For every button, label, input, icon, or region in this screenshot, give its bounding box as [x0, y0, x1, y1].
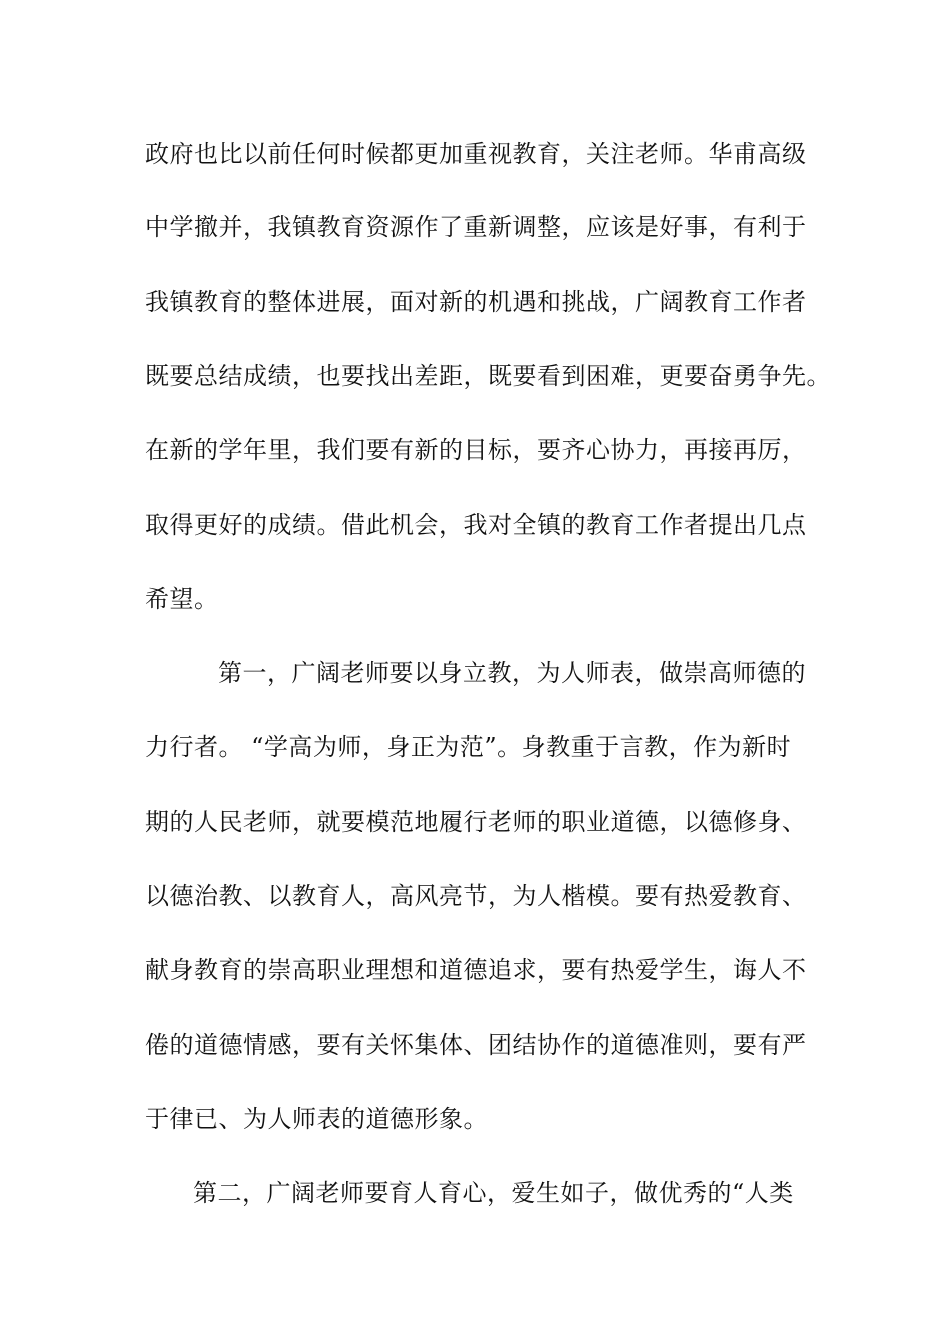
text-line: 倦的道德情感，要有关怀集体、团结协作的道德准则，要有严 [145, 1031, 807, 1059]
text-line: 在新的学年里，我们要有新的目标，要齐心协力，再接再厉， [145, 436, 807, 464]
text-line: 取得更好的成绩。借此机会，我对全镇的教育工作者提出几点 [145, 511, 807, 539]
text-line: 于律已、为人师表的道德形象。 [145, 1105, 488, 1133]
text-line: 政府也比以前任何时候都更加重视教育，关注老师。华甫高级 [145, 140, 807, 168]
paragraph-first-line: 第一，广阔老师要以身立教，为人师表，做崇高师德的 [218, 659, 806, 687]
text-line: 既要总结成绩，也要找出差距，既要看到困难，更要奋勇争先。 [145, 362, 831, 390]
text-line: 力行者。 “学高为师，身正为范”。身教重于言教，作为新时 [145, 733, 792, 761]
text-line: 期的人民老师，就要模范地履行老师的职业道德，以德修身、 [145, 808, 807, 836]
text-line: 中学撤并，我镇教育资源作了重新调整，应该是好事，有利于 [145, 213, 807, 241]
text-line: 希望。 [145, 585, 219, 613]
text-line: 献身教育的崇高职业理想和道德追求，要有热爱学生，诲人不 [145, 956, 807, 984]
paragraph-first-line: 第二，广阔老师要育人育心，爱生如子，做优秀的“人类 [193, 1179, 794, 1207]
text-line: 我镇教育的整体进展，面对新的机遇和挑战，广阔教育工作者 [145, 288, 807, 316]
text-line: 以德治教、以教育人，高风亮节，为人楷模。要有热爱教育、 [145, 882, 807, 910]
